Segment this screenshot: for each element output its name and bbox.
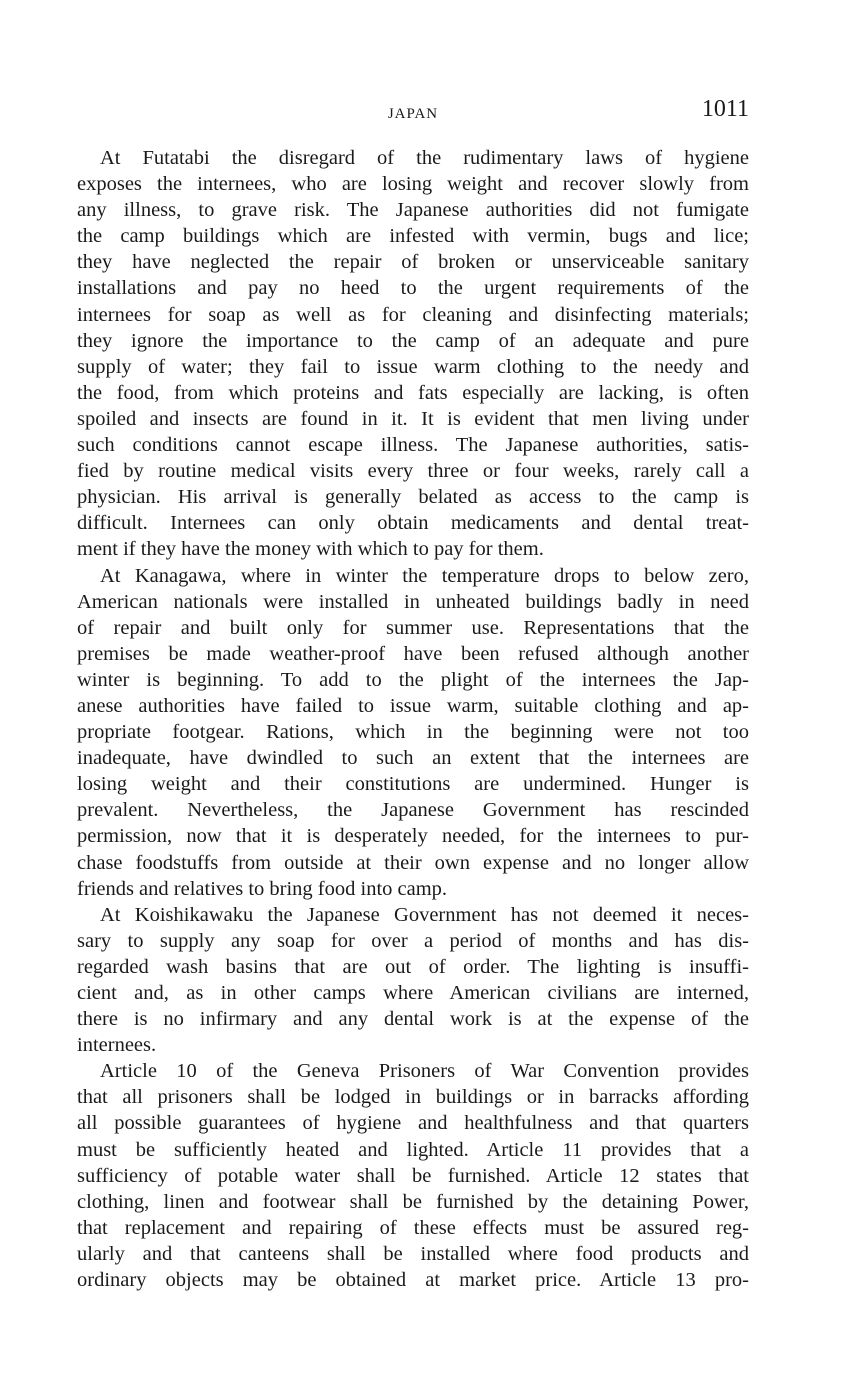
text-line: clothing, linen and footwear shall be furnished by the detaining Power,: [77, 1190, 749, 1213]
text-line: At Kanagawa, where in winter the temperature drops to below zero,: [100, 564, 749, 587]
text-line: regarded wash basins that are out of order. The lighting is insuffi-: [77, 955, 749, 978]
paragraph: [77, 1058, 749, 1293]
text-line: installations and pay no heed to the urgent requirements of the: [77, 277, 749, 300]
text-line: premises be made weather-proof have been refused although another: [77, 642, 749, 665]
running-head-title: JAPAN: [387, 106, 439, 122]
text-line: that replacement and repairing of these effects must be assured reg-: [77, 1216, 749, 1239]
text-line: winter is beginning. To add to the plight of the internees the Jap-: [77, 668, 749, 691]
body-text: [77, 145, 749, 1293]
text-line: friends and relatives to bring food into camp.: [77, 877, 448, 900]
text-line: anese authorities have failed to issue warm, suitable clothing and ap-: [77, 694, 749, 717]
text-line: inadequate, have dwindled to such an extent that the internees are: [77, 747, 749, 770]
text-line: any illness, to grave risk. The Japanese authorities did not fumigate: [77, 199, 749, 222]
page-number: 1011: [701, 96, 749, 122]
text-line: losing weight and their constitutions are undermined. Hunger is: [77, 773, 749, 796]
text-line: American nationals were installed in unheated buildings badly in need: [77, 590, 749, 613]
text-line: permission, now that it is desperately needed, for the internees to pur-: [77, 825, 749, 848]
text-line: ularly and that canteens shall be installed where food products and: [77, 1242, 749, 1265]
text-line: supply of water; they fail to issue warm clothing to the needy and: [77, 355, 749, 378]
text-line: that all prisoners shall be lodged in buildings or in barracks affording: [77, 1086, 749, 1109]
running-head: [77, 96, 749, 136]
text-line: internees.: [77, 1034, 157, 1057]
text-line: of repair and built only for summer use. Representations that the: [77, 616, 749, 639]
text-line: the camp buildings which are infested with vermin, bugs and lice;: [77, 225, 749, 248]
paragraph: [77, 902, 749, 1059]
text-line: sufficiency of potable water shall be furnished. Article 12 states that: [77, 1164, 749, 1187]
text-line: At Koishikawaku the Japanese Government has not deemed it neces-: [100, 903, 749, 926]
text-line: internees for soap as well as for cleaning and disinfecting materials;: [77, 303, 749, 326]
text-line: such conditions cannot escape illness. The Japanese authorities, satis-: [77, 434, 749, 457]
text-line: all possible guarantees of hygiene and healthfulness and that quarters: [77, 1112, 749, 1135]
text-line: propriate footgear. Rations, which in the beginning were not too: [77, 721, 749, 744]
text-line: difficult. Internees can only obtain medicaments and dental treat-: [77, 512, 749, 535]
text-line: there is no infirmary and any dental work is at the expense of the: [77, 1008, 749, 1031]
paragraph: [77, 145, 749, 563]
text-line: must be sufficiently heated and lighted. Article 11 provides that a: [77, 1138, 749, 1161]
text-line: exposes the internees, who are losing weight and recover slowly from: [77, 173, 749, 196]
text-line: the food, from which proteins and fats especially are lacking, is often: [77, 381, 749, 404]
text-line: ment if they have the money with which to pay for them.: [77, 538, 544, 561]
text-line: physician. His arrival is generally belated as access to the camp is: [77, 486, 749, 509]
text-line: they have neglected the repair of broken or unserviceable sanitary: [77, 251, 749, 274]
text-line: prevalent. Nevertheless, the Japanese Government has rescinded: [77, 799, 749, 822]
text-line: chase foodstuffs from outside at their own expense and no longer allow: [77, 851, 749, 874]
text-line: spoiled and insects are found in it. It is evident that men living under: [77, 407, 749, 430]
text-line: sary to supply any soap for over a period of months and has dis-: [77, 929, 749, 952]
text-line: At Futatabi the disregard of the rudimentary laws of hygiene: [100, 147, 749, 169]
text-line: they ignore the importance to the camp of an adequate and pure: [77, 329, 749, 352]
text-line: fied by routine medical visits every three or four weeks, rarely call a: [77, 460, 749, 483]
text-line: Article 10 of the Geneva Prisoners of War Convention provides: [100, 1060, 749, 1083]
text-line: ordinary objects may be obtained at market price. Article 13 pro-: [77, 1269, 749, 1292]
paragraph: [77, 563, 749, 902]
text-line: cient and, as in other camps where American civilians are interned,: [77, 982, 749, 1004]
